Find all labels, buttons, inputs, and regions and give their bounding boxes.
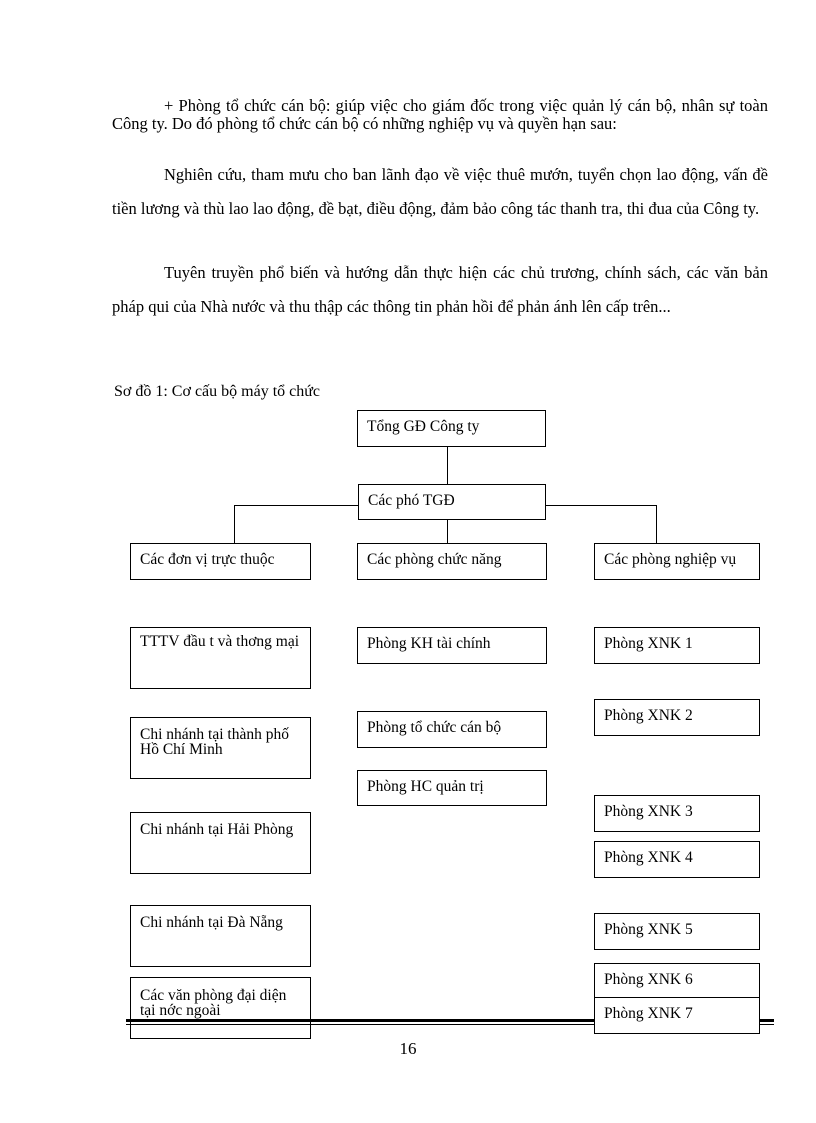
box-unit-danang-branch: Chi nhánh tại Đà Nẵng [130, 905, 311, 967]
connector-top-to-deputies [447, 446, 448, 486]
box-group-functional: Các phòng chức năng [357, 543, 547, 580]
box-xnk-1: Phòng XNK 1 [594, 627, 760, 664]
box-unit-haiphong-branch: Chi nhánh tại Hải Phòng [130, 812, 311, 874]
page-number: 16 [399, 1039, 417, 1058]
box-deputy-directors: Các phó TGĐ [358, 484, 546, 520]
paragraph-personnel-department: + Phòng tổ chức cán bộ: giúp việc cho giám đốc trong việc quản lý cán bộ, nhân sự toàn Công ty. Do đó phòng tổ chức cán bộ có những nghiệp vụ và quyền hạn sau: [112, 96, 768, 133]
paragraph-research-advice: Nghiên cứu, tham mưu cho ban lãnh đạo về việc thuê mướn, tuyển chọn lao động, vấn đề tiền lương và thù lao lao động, đề bạt, điều động, đảm bảo công tác thanh tra, thi đua của Công ty. [112, 165, 768, 218]
connector-right-horizontal [546, 505, 656, 506]
box-dept-administration: Phòng HC quản trị [357, 770, 547, 806]
paragraph-propaganda: Tuyên truyền phổ biến và hướng dẫn thực hiện các chủ trương, chính sách, các văn bản pháp qui của Nhà nước và thu thập các thông tin phản hồi để phản ánh lên cấp trên... [112, 263, 768, 316]
box-group-units: Các đơn vị trực thuộc [130, 543, 311, 580]
box-xnk-4: Phòng XNK 4 [594, 841, 760, 878]
box-dept-personnel: Phòng tổ chức cán bộ [357, 711, 547, 748]
diagram-caption: Sơ đồ 1: Cơ cấu bộ máy tổ chức [114, 383, 321, 400]
box-general-director: Tổng GĐ Công ty [357, 410, 546, 447]
connector-left-horizontal [234, 505, 359, 506]
box-group-business: Các phòng nghiệp vụ [594, 543, 760, 580]
box-xnk-3: Phòng XNK 3 [594, 795, 760, 832]
box-xnk-2: Phòng XNK 2 [594, 699, 760, 736]
box-unit-tttv: TTTV đầu t và thơng mại [130, 627, 311, 689]
box-unit-overseas-offices: Các văn phòng đại diện tại nớc ngoài [130, 977, 311, 1039]
box-xnk-5: Phòng XNK 5 [594, 913, 760, 950]
box-xnk-6: Phòng XNK 6 [594, 963, 760, 1000]
box-xnk-7: Phòng XNK 7 [594, 997, 760, 1034]
box-dept-finance-planning: Phòng KH tài chính [357, 627, 547, 664]
box-unit-hcm-branch: Chi nhánh tại thành phố Hồ Chí Minh [130, 717, 311, 779]
